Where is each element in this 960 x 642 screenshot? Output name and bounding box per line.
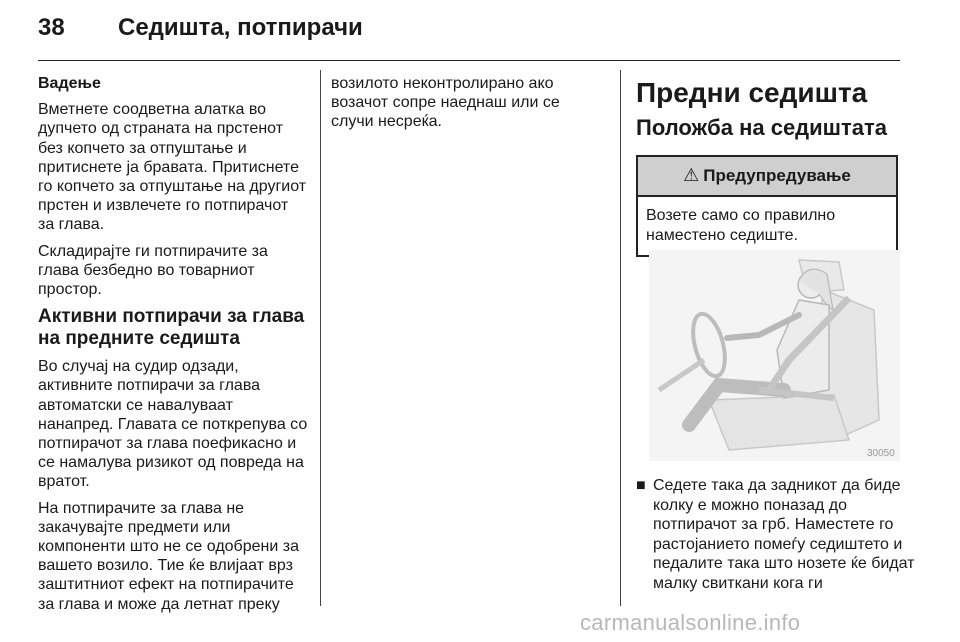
column-1 xyxy=(38,74,308,621)
column-divider xyxy=(320,70,321,606)
paragraph: Складирајте ги потпирачите за глава безбедно во товарниот простор. xyxy=(38,242,268,299)
subheading-removal: Вадење xyxy=(38,75,101,92)
page-header xyxy=(38,14,363,48)
seat-position-illustration xyxy=(649,250,900,461)
paragraph: На потпирачите за глава не закачувајте предмети или компоненти што не се одобрени за вашето возило. Тие ќе влијаат врз заштитниот ефект на потпирачите за глава и може да летнат преку xyxy=(38,499,299,613)
column-2 xyxy=(331,74,603,139)
list-item xyxy=(636,476,921,593)
warning-title: Предупредување xyxy=(703,166,851,186)
page-number: 38 xyxy=(38,14,65,41)
column-divider xyxy=(620,70,621,606)
warning-box xyxy=(636,155,898,257)
warning-triangle-icon: ⚠ xyxy=(683,165,700,186)
paragraph: Вметнете соодветна алатка во дупчето од страната на прстенот без копчето за отпуштање и притиснете ја бравата. Притиснете го копчето за отпуштање на другиот прстен и извлечете го потпирачот за глава. xyxy=(38,101,307,234)
section-title-front-seats: Предни седишта xyxy=(636,77,868,108)
warning-text: Возете само со правилно наместено седиште. xyxy=(646,207,836,244)
column-3 xyxy=(636,78,902,257)
paragraph: возилото неконтролирано ако возачот сопре наеднаш или се случи несреќа. xyxy=(331,75,560,131)
section-subtitle-seat-position: Положба на седиштата xyxy=(636,115,888,140)
section-heading-active-head-restraints: Активни потпирачи за глава на предните седишта xyxy=(38,306,305,350)
bullet-square-icon: ■ xyxy=(636,477,646,494)
header-rule xyxy=(38,60,900,61)
paragraph: Во случај на судир одзади, активните потпирачи за глава автоматски се навалуваат нанапред. Главата се поткрепува со потпирачот за глава поефикасно и се намалува ризикот од повреда на вратот. xyxy=(38,358,308,491)
list-item-text: Седете така да задникот да биде колку е можно поназад до потпирачот за грб. Наместете го растојанието помеѓу седиштето и педалите така што нозете ќе бидат малку свиткани кога ги xyxy=(653,477,915,592)
watermark: carmanualsonline.info xyxy=(580,610,801,635)
figure-number: 30050 xyxy=(867,448,895,459)
warning-header xyxy=(638,157,896,197)
page-title: Седишта, потпирачи xyxy=(118,14,363,41)
